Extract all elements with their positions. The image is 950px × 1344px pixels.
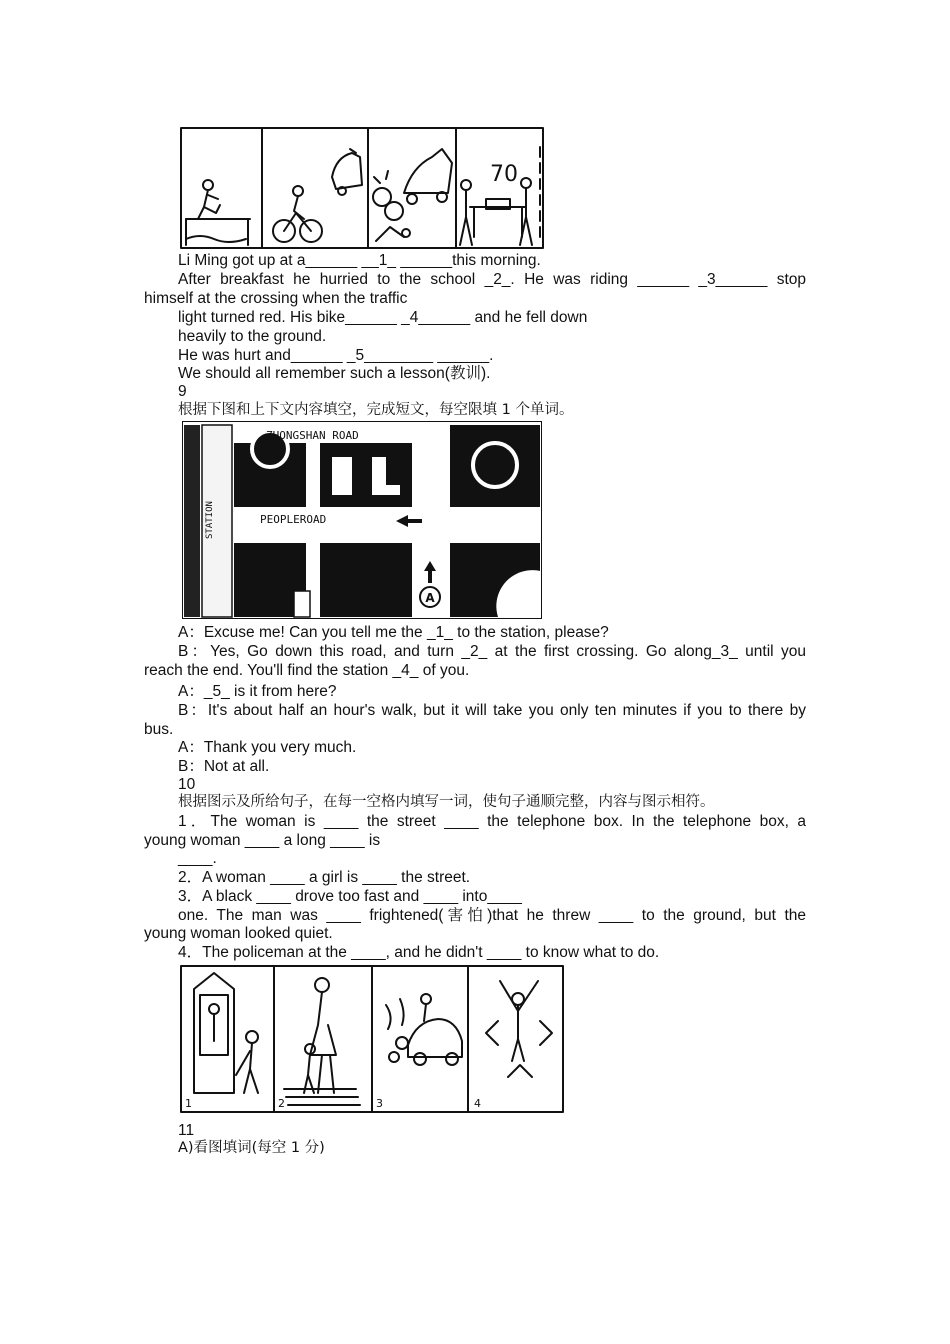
s9-dialog-4: A：_5_ is it from here? bbox=[178, 683, 337, 700]
street-scene-drawing bbox=[180, 965, 566, 1115]
section-9-number: 9 bbox=[178, 383, 187, 400]
map-label-zhongshan-road: ZHONGSHAN ROAD bbox=[266, 429, 359, 442]
panel-label-1: 1 bbox=[185, 1097, 192, 1110]
s10-q3-line1: 3．A black ____ drove too fast and ____ into____ bbox=[178, 888, 522, 905]
s9-dialog-5: B：It's about half an hour's walk, but it will take you only ten minutes if you to there by bbox=[178, 702, 806, 719]
s9-dialog-7: A：Thank you very much. bbox=[178, 739, 357, 756]
s8-line6: He was hurt and______ _5________ ______. bbox=[178, 347, 494, 364]
s10-q1-line1: 1．The woman is ____ the street ____ the telephone box. In the telephone box, a bbox=[178, 813, 806, 830]
s9-dialog-2: B：Yes, Go down this road, and turn _2_ at the first crossing. Go along_3_ until you bbox=[178, 643, 806, 660]
section-11-number: 11 bbox=[178, 1122, 195, 1139]
s9-dialog-3: reach the end. You'll find the station _4_ of you. bbox=[144, 662, 470, 679]
panel-crossing bbox=[284, 978, 360, 1105]
section-10-number: 10 bbox=[178, 776, 196, 793]
s10-q4: 4．The policeman at the ____, and he didn't ____ to know what to do. bbox=[178, 944, 660, 961]
s8-line2: After breakfast he hurried to the school _2_. He was riding ______ _3______ stop bbox=[178, 271, 806, 288]
s10-q1-line2: young woman ____ a long ____ is bbox=[144, 832, 381, 849]
street-map bbox=[182, 421, 542, 619]
panel-phone-booth bbox=[194, 973, 258, 1093]
street-scene-panels bbox=[180, 965, 566, 1115]
s8-line4: light turned red. His bike______ _4______ and he fell down bbox=[178, 309, 588, 326]
section-10-instruction: 根据图示及所给句子，在每一空格内填写一词，使句子通顺完整，内容与图示相符。 bbox=[178, 794, 715, 810]
panel-riding-bike bbox=[273, 149, 362, 242]
panel-label-2: 2 bbox=[278, 1097, 285, 1110]
panel-car-crash bbox=[386, 994, 462, 1065]
s9-dialog-6: bus. bbox=[144, 721, 174, 738]
accident-comic-strip bbox=[180, 127, 546, 249]
s8-line3: himself at the crossing when the traffic bbox=[144, 290, 408, 307]
s8-line7: We should all remember such a lesson(教训). bbox=[178, 365, 491, 382]
comic-number-70: 70 bbox=[490, 162, 518, 187]
panel-crash bbox=[373, 149, 452, 241]
s10-q1-line3: ____. bbox=[178, 850, 217, 867]
s10-q2: 2．A woman ____ a girl is ____ the street. bbox=[178, 869, 471, 886]
map-marker-a: A bbox=[425, 591, 435, 605]
s9-dialog-1: A：Excuse me! Can you tell me the _1_ to the station, please? bbox=[178, 624, 609, 641]
s10-q3-line2: one. The man was ____ frightened(害怕)that he threw ____ to the ground, but the bbox=[178, 907, 806, 924]
s10-q3-line3: young woman looked quiet. bbox=[144, 925, 333, 942]
street-map-drawing bbox=[182, 421, 542, 619]
map-label-station: STATION bbox=[205, 501, 215, 539]
section-11-instruction: A)看图填词(每空 1 分) bbox=[178, 1140, 325, 1156]
s9-dialog-8: B：Not at all. bbox=[178, 758, 270, 775]
section-9-instruction: 根据下图和上下文内容填空，完成短文，每空限填 1 个单词。 bbox=[178, 402, 574, 418]
panel-label-4: 4 bbox=[474, 1097, 481, 1110]
s8-line1: Li Ming got up at a______ __1_ ______this morning. bbox=[178, 252, 541, 269]
comic-strip-drawing bbox=[180, 127, 546, 249]
panel-getting-up bbox=[186, 180, 250, 245]
s8-line5: heavily to the ground. bbox=[178, 328, 327, 345]
panel-policeman bbox=[486, 981, 552, 1077]
panel-label-3: 3 bbox=[376, 1097, 383, 1110]
map-label-peopleroad: PEOPLEROAD bbox=[260, 513, 327, 526]
